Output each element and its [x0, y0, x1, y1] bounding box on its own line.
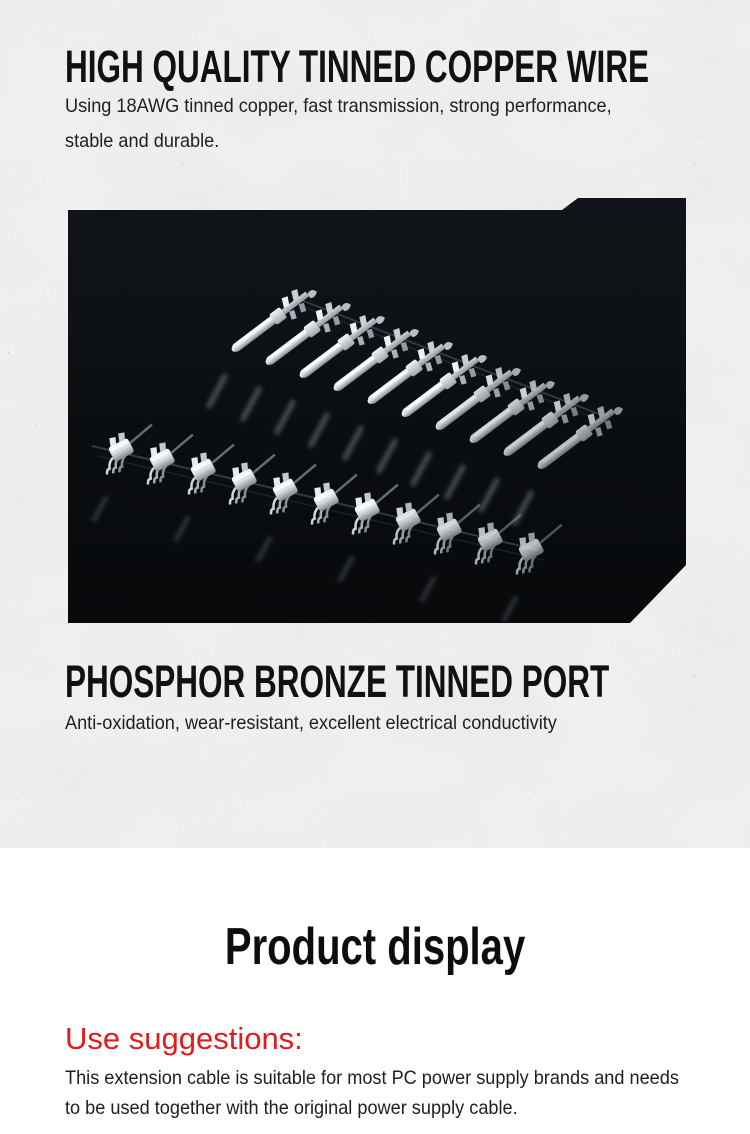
- tinned-port-title: PHOSPHOR BRONZE TINNED PORT: [65, 656, 610, 707]
- product-display-title: Product display: [224, 918, 526, 976]
- copper-wire-title: HIGH QUALITY TINNED COPPER WIRE: [65, 41, 649, 92]
- photo-background: [68, 198, 686, 623]
- tinned-port-description: Anti-oxidation, wear-resistant, excellent electrical conductivity: [65, 712, 557, 734]
- copper-wire-description-line-1: Using 18AWG tinned copper, fast transmission, strong performance,: [65, 95, 612, 117]
- use-suggestions-title: Use suggestions:: [65, 1021, 303, 1056]
- use-suggestions-line-2: to be used together with the original power supply cable.: [65, 1097, 518, 1119]
- copper-wire-description-line-2: stable and durable.: [65, 130, 220, 152]
- use-suggestions-line-1: This extension cable is suitable for most PC power supply brands and needs: [65, 1067, 679, 1089]
- product-photo: [68, 198, 686, 623]
